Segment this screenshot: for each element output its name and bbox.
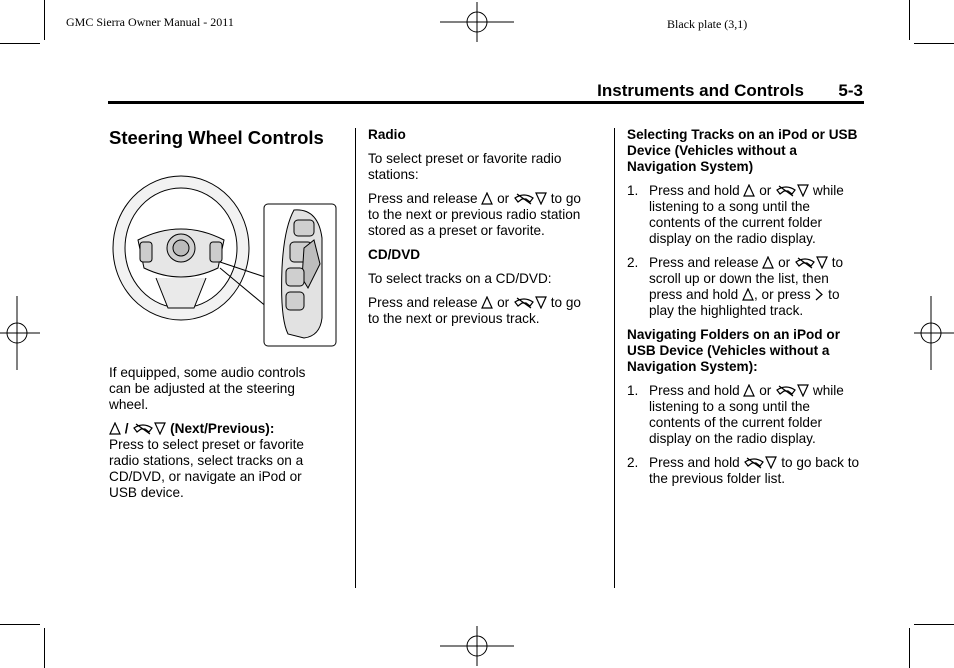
ipod-tracks-heading: Selecting Tracks on an iPod or USB Device (Vehicles without a Navigation System) — [627, 127, 858, 174]
up-triangle-icon — [481, 192, 493, 205]
radio-intro: To select preset or favorite radio stations: — [368, 151, 562, 182]
intro-paragraph: If equipped, some audio controls can be adjusted at the steering wheel. — [109, 365, 306, 412]
section-title: Instruments and Controls — [597, 81, 804, 100]
crop-mark — [909, 0, 910, 40]
heading-text: (Next/Previous): — [166, 421, 275, 436]
header-rule — [108, 101, 864, 104]
down-triangle-icon — [797, 384, 809, 397]
list-item: 1. Press and hold or while listening to a song until the contents of the current folder display on the radio display. — [627, 183, 844, 246]
manual-title: GMC Sierra Owner Manual - 2011 — [66, 15, 234, 29]
registration-mark-bottom — [440, 626, 514, 666]
registration-mark-left — [0, 296, 40, 370]
list-item: 2. Press and hold to go back to the previous folder list. — [627, 455, 860, 486]
mute-phone-icon — [743, 456, 765, 469]
column-1-text — [109, 365, 329, 509]
down-triangle-icon — [535, 192, 547, 205]
mute-phone-icon — [513, 192, 535, 205]
registration-mark-right — [914, 296, 954, 370]
cd-instruction: Press and release or to go to the next or previous track. — [368, 295, 581, 326]
down-triangle-icon — [154, 422, 166, 435]
column-divider — [355, 128, 356, 588]
radio-heading: Radio — [368, 127, 406, 142]
steering-wheel-illustration — [108, 168, 340, 350]
registration-mark-top — [440, 2, 514, 42]
mute-phone-icon — [132, 422, 154, 435]
plate-label: Black plate (3,1) — [667, 17, 748, 31]
up-triangle-icon — [109, 422, 121, 435]
list-item: 1. Press and hold or while listening to a song until the contents of the current folder display on the radio display. — [627, 383, 844, 446]
ipod-folders-heading: Navigating Folders on an iPod or USB Device (Vehicles without a Navigation System): — [627, 327, 840, 374]
up-triangle-icon — [743, 184, 755, 197]
down-triangle-icon — [535, 296, 547, 309]
crop-mark — [914, 624, 954, 625]
slash-text: / — [121, 421, 133, 436]
up-triangle-icon — [481, 296, 493, 309]
mute-phone-icon — [794, 256, 816, 269]
column-3-text — [627, 127, 863, 495]
mute-phone-icon — [513, 296, 535, 309]
page-number: 5-3 — [838, 81, 863, 100]
cd-intro: To select tracks on a CD/DVD: — [368, 271, 552, 286]
crop-mark — [0, 624, 40, 625]
crop-mark — [0, 43, 40, 44]
list-item: 2. Press and release or to scroll up or down the list, then press and hold , or press to play the highlighted track. — [627, 255, 844, 318]
column-divider — [614, 128, 615, 588]
mute-phone-icon — [775, 384, 797, 397]
down-triangle-icon — [797, 184, 809, 197]
up-triangle-icon — [742, 288, 754, 301]
page-title: Steering Wheel Controls — [109, 127, 324, 148]
select-arrow-icon — [814, 288, 824, 301]
column-2-text — [368, 127, 594, 335]
crop-mark — [909, 628, 910, 668]
crop-mark — [44, 0, 45, 40]
next-previous-heading — [109, 421, 329, 437]
down-triangle-icon — [816, 256, 828, 269]
cd-heading: CD/DVD — [368, 247, 421, 262]
mute-phone-icon — [775, 184, 797, 197]
crop-mark — [914, 43, 954, 44]
up-triangle-icon — [743, 384, 755, 397]
next-previous-description: Press to select preset or favorite radio stations, select tracks on a CD/DVD, or navigate an iPod or USB device. — [109, 437, 304, 500]
up-triangle-icon — [762, 256, 774, 269]
radio-instruction: Press and release or to go to the next or previous radio station stored as a preset or favorite. — [368, 191, 581, 238]
down-triangle-icon — [765, 456, 777, 469]
crop-mark — [44, 628, 45, 668]
